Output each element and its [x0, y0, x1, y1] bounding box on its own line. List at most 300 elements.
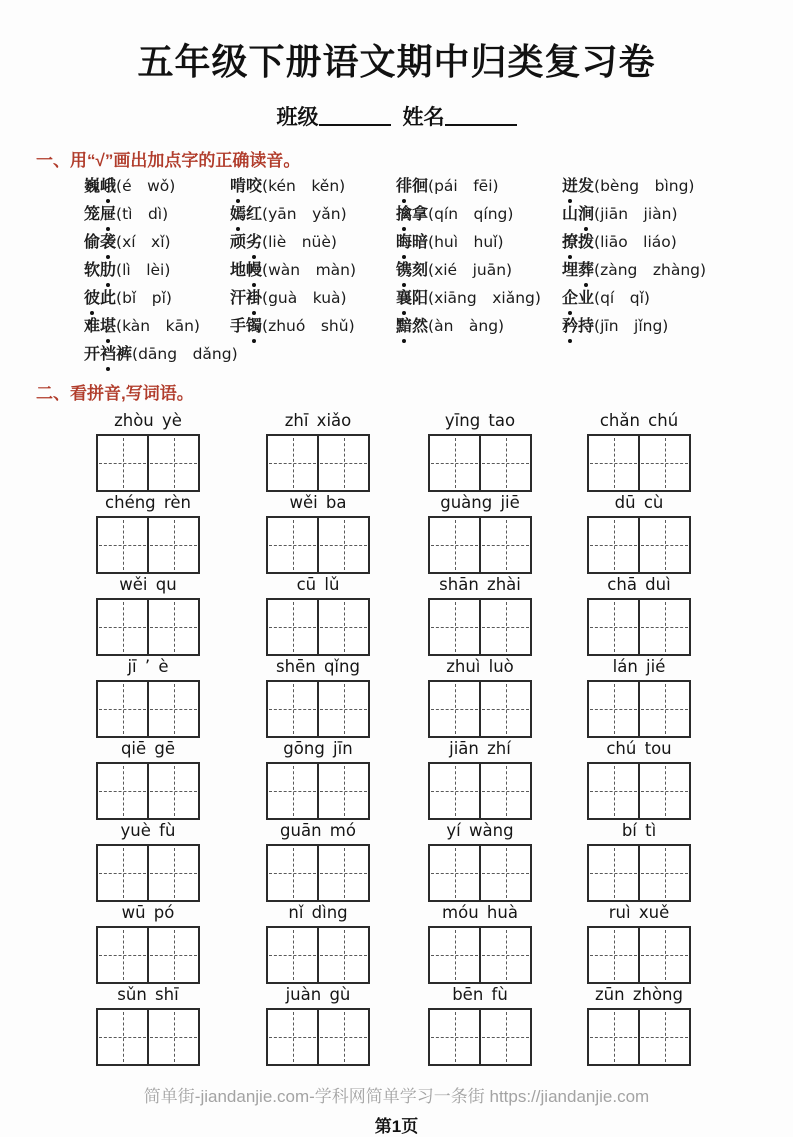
pinyin-label: shān zhài	[439, 575, 521, 594]
pinyin-word-entry	[96, 656, 200, 738]
dotted-character: 啃	[230, 178, 247, 195]
writing-cell	[268, 600, 317, 654]
writing-box	[587, 926, 691, 984]
writing-box	[428, 762, 532, 820]
writing-box	[428, 434, 532, 492]
pinyin-grid-row	[96, 902, 793, 984]
writing-cell	[98, 1010, 147, 1064]
character: 咬	[246, 178, 263, 195]
character: 巍	[84, 178, 101, 195]
pinyin-options: (jiān jiàn)	[594, 205, 678, 223]
writing-cell	[317, 600, 368, 654]
pinyin-label: chú tou	[606, 739, 672, 758]
character: 业	[578, 290, 595, 307]
writing-cell	[98, 600, 147, 654]
pinyin-options: (é wǒ)	[116, 177, 176, 195]
pinyin-label: yīng tao	[444, 411, 516, 430]
writing-cell	[479, 436, 530, 490]
writing-box	[428, 598, 532, 656]
word-text	[562, 262, 594, 279]
pinyin-word-entry	[96, 902, 200, 984]
word-item	[84, 261, 230, 280]
word-item	[396, 177, 562, 196]
class-label: 班级	[276, 106, 319, 129]
pinyin-options: (qí qǐ)	[594, 289, 650, 307]
pinyin-word-entry	[96, 492, 200, 574]
pinyin-word-entry	[428, 410, 532, 492]
pinyin-label: zūn zhòng	[595, 985, 683, 1004]
word-text	[396, 262, 428, 279]
character: 手	[230, 318, 247, 335]
pinyin-label: yuè fù	[120, 821, 176, 840]
word-item	[230, 205, 396, 224]
writing-box	[266, 1008, 370, 1066]
pinyin-label: jiān zhí	[449, 739, 511, 758]
word-item	[396, 317, 562, 336]
pinyin-options: (kàn kān)	[116, 317, 200, 335]
pinyin-word-entry	[266, 656, 370, 738]
word-item	[230, 289, 396, 308]
pinyin-word-entry	[96, 984, 200, 1066]
character: 笼	[84, 206, 101, 223]
pinyin-label: gōng jīn	[283, 739, 353, 758]
pinyin-label: cū lǔ	[296, 575, 340, 594]
writing-cell	[589, 764, 638, 818]
character: 汗	[230, 290, 247, 307]
writing-cell	[638, 518, 689, 572]
pinyin-word-entry	[587, 656, 691, 738]
writing-box	[428, 680, 532, 738]
dotted-character: 迸	[562, 178, 579, 195]
pinyin-label: dū cù	[614, 493, 664, 512]
word-text	[84, 178, 116, 195]
section2-heading: 二、看拼音,写词语。	[36, 384, 194, 403]
writing-box	[266, 762, 370, 820]
writing-cell	[268, 518, 317, 572]
word-item	[230, 177, 396, 196]
character: 刻	[412, 262, 429, 279]
writing-box	[96, 926, 200, 984]
pinyin-label: yí wàng	[446, 821, 514, 840]
word-item	[84, 289, 230, 308]
pinyin-word-entry	[266, 820, 370, 902]
pinyin-options: (xié juān)	[428, 261, 513, 279]
writing-cell	[589, 518, 638, 572]
character: 此	[100, 290, 117, 307]
character: 拨	[578, 234, 595, 251]
character: 裤	[116, 346, 133, 363]
dotted-character: 袭	[100, 234, 117, 251]
word-text	[562, 234, 594, 251]
word-text	[84, 206, 116, 223]
pinyin-label: lán jié	[612, 657, 666, 676]
pinyin-grid-row	[96, 574, 793, 656]
writing-box	[428, 1008, 532, 1066]
pinyin-label: zhī xiǎo	[284, 411, 352, 430]
pinyin-options: (huì huǐ)	[428, 233, 504, 251]
pinyin-label: zhuì luò	[446, 657, 514, 676]
pinyin-label: ruì xuě	[608, 903, 670, 922]
writing-cell	[589, 846, 638, 900]
writing-cell	[317, 928, 368, 982]
dotted-character: 褂	[246, 290, 263, 307]
character: 发	[578, 178, 595, 195]
character: 拿	[412, 206, 429, 223]
class-blank-field	[319, 103, 391, 126]
dotted-character: 晦	[396, 234, 413, 251]
word-row	[84, 205, 793, 224]
student-info-line	[0, 101, 793, 131]
name-blank-field	[445, 103, 517, 126]
pinyin-options: (zàng zhàng)	[594, 261, 707, 279]
pinyin-grid-row	[96, 820, 793, 902]
pinyin-label: wěi ba	[289, 493, 347, 512]
word-text	[230, 234, 262, 251]
writing-cell	[430, 846, 479, 900]
pinyin-options: (yān yǎn)	[262, 205, 347, 223]
writing-cell	[430, 928, 479, 982]
pinyin-options: (wàn màn)	[262, 261, 357, 279]
pinyin-grid-row	[96, 492, 793, 574]
section1-word-list	[84, 177, 793, 364]
writing-cell	[98, 928, 147, 982]
pinyin-word-entry	[587, 574, 691, 656]
writing-cell	[147, 518, 198, 572]
word-text	[562, 290, 594, 307]
pinyin-label: chéng rèn	[105, 493, 191, 512]
writing-cell	[430, 1010, 479, 1064]
writing-cell	[638, 1010, 689, 1064]
word-item	[396, 289, 562, 308]
character: 难	[84, 318, 101, 335]
word-item	[84, 317, 230, 336]
pinyin-label: chǎn chú	[599, 411, 679, 430]
pinyin-label: wěi qu	[119, 575, 177, 594]
pinyin-word-entry	[587, 410, 691, 492]
word-item	[84, 205, 230, 224]
writing-cell	[268, 1010, 317, 1064]
writing-cell	[638, 928, 689, 982]
writing-cell	[147, 928, 198, 982]
pinyin-options: (xiāng xiǎng)	[428, 289, 541, 307]
pinyin-options: (dāng dǎng)	[132, 345, 238, 363]
writing-cell	[147, 846, 198, 900]
dotted-character: 涧	[578, 206, 595, 223]
writing-cell	[317, 1010, 368, 1064]
writing-cell	[268, 928, 317, 982]
writing-cell	[147, 764, 198, 818]
writing-cell	[589, 928, 638, 982]
writing-box	[428, 926, 532, 984]
pinyin-word-entry	[428, 820, 532, 902]
word-row	[84, 317, 793, 336]
word-text	[562, 318, 594, 335]
writing-box	[266, 844, 370, 902]
page-title: 五年级下册语文期中归类复习卷	[137, 41, 656, 82]
pinyin-options: (liāo liáo)	[594, 233, 677, 251]
word-row	[84, 345, 793, 364]
writing-box	[428, 844, 532, 902]
pinyin-word-entry	[428, 902, 532, 984]
writing-cell	[98, 764, 147, 818]
pinyin-word-entry	[428, 656, 532, 738]
pinyin-word-entry	[587, 492, 691, 574]
pinyin-word-entry	[428, 492, 532, 574]
character: 暗	[412, 234, 429, 251]
writing-cell	[589, 682, 638, 736]
writing-cell	[479, 518, 530, 572]
word-item	[562, 289, 793, 308]
pinyin-word-entry	[96, 820, 200, 902]
word-item	[562, 177, 793, 196]
writing-cell	[479, 928, 530, 982]
pinyin-options: (zhuó shǔ)	[262, 317, 355, 335]
pinyin-options: (bèng bìng)	[594, 177, 695, 195]
word-item	[84, 345, 238, 364]
writing-cell	[147, 436, 198, 490]
character: 顽	[230, 234, 247, 251]
word-text	[230, 262, 262, 279]
pinyin-label: nǐ dìng	[288, 903, 348, 922]
pinyin-grid-row	[96, 738, 793, 820]
character: 阳	[412, 290, 429, 307]
pinyin-word-entry	[587, 902, 691, 984]
page-number: 第1页	[374, 1117, 419, 1136]
word-text	[84, 318, 116, 335]
dotted-character: 肋	[100, 262, 117, 279]
word-item	[562, 233, 793, 252]
writing-cell	[317, 764, 368, 818]
writing-box	[266, 434, 370, 492]
pinyin-word-entry	[266, 492, 370, 574]
writing-cell	[147, 1010, 198, 1064]
word-text	[230, 206, 262, 223]
writing-cell	[589, 600, 638, 654]
writing-box	[96, 434, 200, 492]
dotted-character: 黯	[396, 318, 413, 335]
writing-cell	[589, 1010, 638, 1064]
word-text	[230, 290, 262, 307]
pinyin-word-entry	[587, 738, 691, 820]
writing-cell	[317, 846, 368, 900]
writing-box	[96, 598, 200, 656]
writing-cell	[479, 846, 530, 900]
character: 山	[562, 206, 579, 223]
character: 红	[246, 206, 263, 223]
character: 然	[412, 318, 429, 335]
pinyin-word-entry	[266, 902, 370, 984]
writing-cell	[430, 682, 479, 736]
pinyin-options: (tì dì)	[116, 205, 169, 223]
word-row	[84, 233, 793, 252]
pinyin-options: (pái fēi)	[428, 177, 499, 195]
word-text	[396, 206, 428, 223]
word-item	[562, 261, 793, 280]
character: 偷	[84, 234, 101, 251]
dotted-character: 堪	[100, 318, 117, 335]
word-item	[230, 317, 396, 336]
word-item	[562, 205, 793, 224]
pinyin-word-entry	[428, 574, 532, 656]
character: 地	[230, 262, 247, 279]
writing-cell	[479, 600, 530, 654]
writing-cell	[268, 436, 317, 490]
word-row	[84, 289, 793, 308]
word-text	[396, 290, 428, 307]
writing-box	[96, 680, 200, 738]
word-text	[562, 178, 594, 195]
pinyin-options: (jīn jǐng)	[594, 317, 669, 335]
pinyin-label: zhòu yè	[114, 411, 182, 430]
writing-cell	[430, 436, 479, 490]
writing-cell	[98, 436, 147, 490]
writing-cell	[638, 682, 689, 736]
writing-cell	[98, 518, 147, 572]
word-text	[84, 346, 132, 363]
pinyin-label: guān mó	[280, 821, 356, 840]
word-text	[230, 318, 262, 335]
pinyin-word-entry	[266, 410, 370, 492]
writing-cell	[147, 600, 198, 654]
pinyin-options: (kén kěn)	[262, 177, 346, 195]
pinyin-word-entry	[428, 738, 532, 820]
pinyin-label: móu huà	[442, 903, 518, 922]
pinyin-label: bí tì	[621, 821, 657, 840]
pinyin-options: (qín qíng)	[428, 205, 514, 223]
character: 徊	[412, 178, 429, 195]
writing-cell	[268, 682, 317, 736]
dotted-character: 擒	[396, 206, 413, 223]
pinyin-label: bēn fù	[452, 985, 508, 1004]
pinyin-label: chā duì	[607, 575, 671, 594]
word-item	[230, 261, 396, 280]
writing-box	[587, 680, 691, 738]
pinyin-word-entry	[266, 984, 370, 1066]
pinyin-word-entry	[96, 410, 200, 492]
writing-cell	[638, 600, 689, 654]
writing-box	[587, 434, 691, 492]
writing-cell	[147, 682, 198, 736]
writing-box	[428, 516, 532, 574]
character: 持	[578, 318, 595, 335]
word-row	[84, 177, 793, 196]
watermark-footer: 简单街-jiandanjie.com-学科网简单学习一条街 https://jiandanjie.com	[143, 1087, 650, 1106]
writing-box	[96, 1008, 200, 1066]
word-item	[396, 205, 562, 224]
pinyin-options: (bǐ pǐ)	[116, 289, 172, 307]
pinyin-word-entry	[266, 574, 370, 656]
writing-cell	[430, 600, 479, 654]
dotted-character: 嫣	[230, 206, 247, 223]
pinyin-options: (xí xǐ)	[116, 233, 171, 251]
pinyin-word-entry	[96, 574, 200, 656]
pinyin-label: wū pó	[121, 903, 175, 922]
dotted-character: 劣	[246, 234, 263, 251]
word-item	[562, 317, 793, 336]
writing-cell	[638, 846, 689, 900]
pinyin-label: jī ’ è	[127, 657, 169, 676]
character: 埋	[562, 262, 579, 279]
writing-cell	[479, 764, 530, 818]
writing-cell	[98, 846, 147, 900]
word-item	[84, 177, 230, 196]
pinyin-label: guàng jiē	[440, 493, 520, 512]
pinyin-options: (liè nüè)	[262, 233, 337, 251]
dotted-character: 幔	[246, 262, 263, 279]
word-text	[84, 290, 116, 307]
word-text	[84, 262, 116, 279]
word-text	[84, 234, 116, 251]
writing-cell	[268, 846, 317, 900]
writing-box	[266, 598, 370, 656]
writing-cell	[638, 764, 689, 818]
writing-box	[587, 762, 691, 820]
writing-box	[266, 680, 370, 738]
section2-pinyin-grid	[96, 410, 793, 1066]
writing-cell	[317, 436, 368, 490]
pinyin-word-entry	[96, 738, 200, 820]
word-text	[562, 206, 594, 223]
pinyin-options: (lì lèi)	[116, 261, 171, 279]
pinyin-word-entry	[587, 984, 691, 1066]
dotted-character: 裆	[100, 346, 117, 363]
word-item	[230, 233, 396, 252]
writing-cell	[317, 518, 368, 572]
writing-cell	[589, 436, 638, 490]
character: 软	[84, 262, 101, 279]
dotted-character: 撩	[562, 234, 579, 251]
word-item	[396, 261, 562, 280]
character: 开	[84, 346, 101, 363]
pinyin-word-entry	[428, 984, 532, 1066]
dotted-character: 镯	[246, 318, 263, 335]
writing-box	[587, 844, 691, 902]
pinyin-grid-row	[96, 984, 793, 1066]
writing-box	[96, 762, 200, 820]
pinyin-word-entry	[587, 820, 691, 902]
section1-heading: 一、用“√”画出加点字的正确读音。	[36, 151, 301, 170]
word-item	[396, 233, 562, 252]
writing-cell	[268, 764, 317, 818]
dotted-character: 镌	[396, 262, 413, 279]
dotted-character: 屉	[100, 206, 117, 223]
word-text	[396, 234, 428, 251]
writing-box	[266, 926, 370, 984]
writing-box	[587, 598, 691, 656]
word-text	[396, 178, 428, 195]
writing-box	[266, 516, 370, 574]
pinyin-label: sǔn shī	[117, 985, 179, 1004]
dotted-character: 峨	[100, 178, 117, 195]
pinyin-grid-row	[96, 410, 793, 492]
pinyin-grid-row	[96, 656, 793, 738]
word-item	[84, 233, 230, 252]
pinyin-options: (àn àng)	[428, 317, 505, 335]
dotted-character: 企	[562, 290, 579, 307]
dotted-character: 葬	[578, 262, 595, 279]
writing-cell	[98, 682, 147, 736]
writing-cell	[479, 1010, 530, 1064]
pinyin-options: (guà kuà)	[262, 289, 347, 307]
writing-cell	[317, 682, 368, 736]
pinyin-label: juàn gù	[285, 985, 351, 1004]
word-text	[396, 318, 428, 335]
name-label: 姓名	[402, 106, 445, 129]
pinyin-label: qiē gē	[120, 739, 176, 758]
dotted-character: 矜	[562, 318, 579, 335]
writing-cell	[430, 518, 479, 572]
pinyin-word-entry	[266, 738, 370, 820]
